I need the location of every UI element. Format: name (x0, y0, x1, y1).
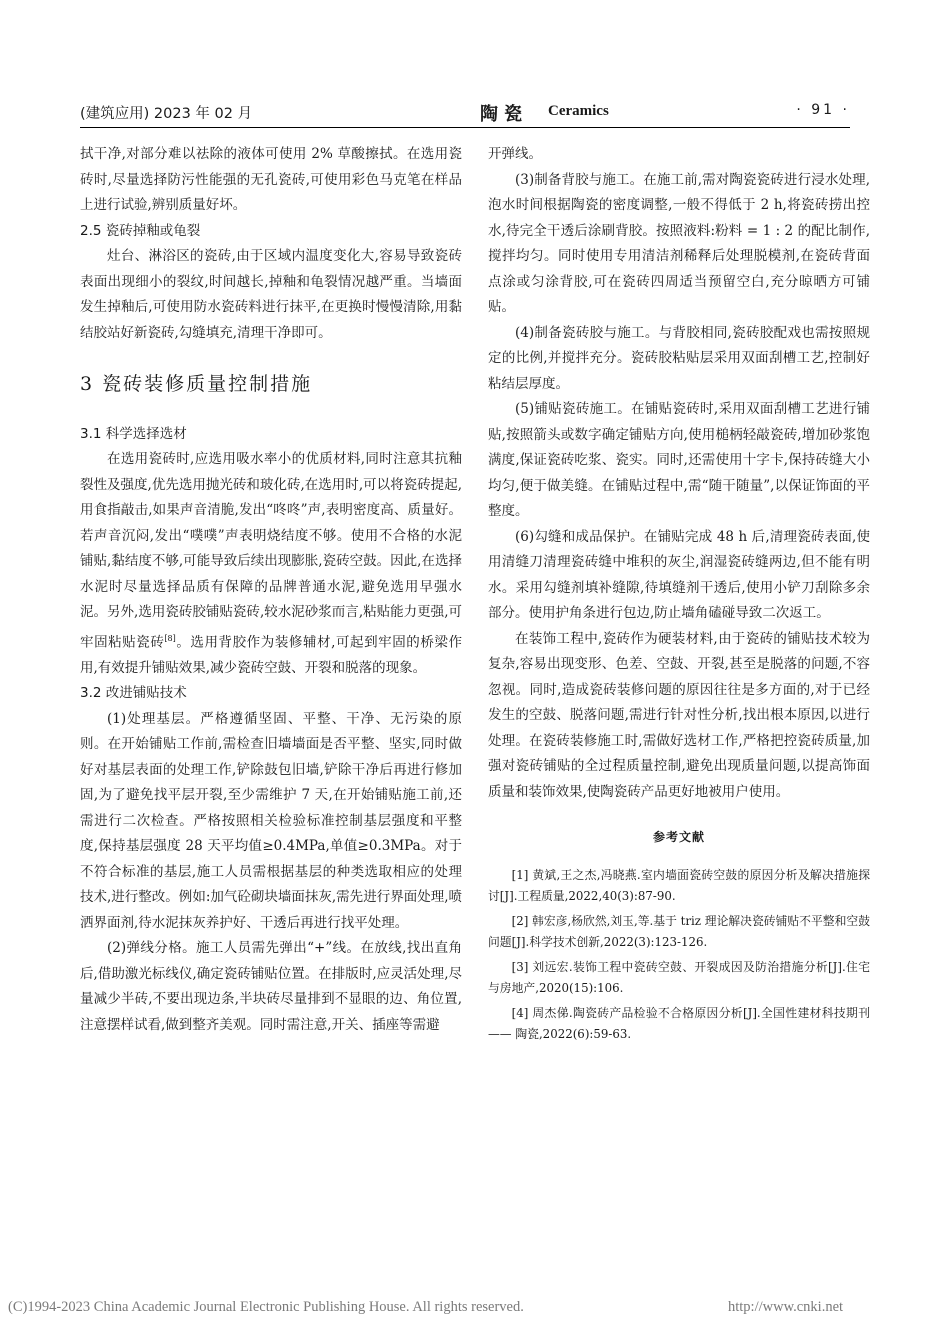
left-column (80, 142, 462, 1038)
paragraph: 在装饰工程中,瓷砖作为硬装材料,由于瓷砖的铺贴技术较为复杂,容易出现变形、色差、空鼓、开裂,甚至是脱落的问题,不容忽视。同时,造成瓷砖装修问题的原因往往是多方面的,对于已经发生的空鼓、脱落问题,需进行针对性分析,找出根本原因,以进行处理。在瓷砖装修施工时,需做好选材工作,严格把控瓷砖质量,加强对瓷砖铺贴的全过程质量控制,避免出现质量问题,以提高饰面质量和装饰效果,使陶瓷砖产品更好地被用户使用。 (488, 630, 870, 800)
copyright-footer (8, 1299, 844, 1316)
page-number: · 91 · (796, 102, 850, 118)
running-header (80, 102, 850, 126)
paragraph: 在选用瓷砖时,应选用吸水率小的优质材料,同时注意其抗釉裂性及强度,优先选用抛光砖和玻化砖,在选用时,可以将瓷砖提起,用食指敲击,如果声音清脆,发出“咚咚”声,表明密度高、质量好。若声音沉闷,发出“噗噗”声表明烧结度不够。使用不合格的水泥铺贴,黏结度不够,可能导致后续出现膨胀,瓷砖空鼓。因此,在选择水泥时尽量选择品质有保障的品牌普通水泥,避免选用早强水泥。另外,选用瓷砖胶铺贴瓷砖,较水泥砂浆而言,粘贴能力更强,可牢固粘贴瓷砖[8]。选用背胶作为装修辅材,可起到牢固的桥梁作用,有效提升铺贴效果,减少瓷砖空鼓、开裂和脱落的现象。 (80, 451, 463, 676)
section-heading-3-2: 3.2 改进铺贴技术 (80, 685, 187, 701)
paragraph: (3)制备背胶与施工。在施工前,需对陶瓷瓷砖进行浸水处理,泡水时间根据陶瓷的密度调整,一般不得低于 2 h,将瓷砖捞出控水,待完全干透后涂刷背胶。按照液料:粉料 = 1 : 2 的配比制作,搅拌均匀。同时使用专用清洁剂稀释后处理脱模剂,在瓷砖背面点涂或匀涂背胶,可在瓷砖四周适当预留空白,充分晾晒方可铺贴。 (488, 171, 870, 315)
footer-url[interactable]: http://www.cnki.net (728, 1299, 844, 1315)
copyright-text: (C)1994-2023 China Academic Journal Electronic Publishing House. All rights reserved. (8, 1299, 524, 1315)
paragraph: (2)弹线分格。施工人员需先弹出“+”线。在放线,找出直角后,借助激光标线仪,确定瓷砖铺贴位置。在排版时,应灵活处理,尽量减少半砖,不要出现边条,半块砖尽量排到不显眼的边、角位置,注意摆样试看,做到整齐美观。同时需注意,开关、插座等需避 (80, 940, 462, 1033)
header-rule (80, 127, 850, 128)
section-heading-2-5: 2.5 瓷砖掉釉或龟裂 (80, 222, 201, 239)
reference-item: [1] 黄斌,王之杰,冯晓燕.室内墙面瓷砖空鼓的原因分析及解决措施探讨[J].工程质量,2022,40(3):87-90. (488, 867, 870, 903)
paragraph: (6)勾缝和成品保护。在铺贴完成 48 h 后,清理瓷砖表面,使用清缝刀清理瓷砖缝中堆积的灰尘,润湿瓷砖缝两边,但不能有明水。采用勾缝剂填补缝隙,待填缝剂干透后,使用小铲刀刮除多余部分。使用护角条进行包边,防止墙角磕碰导致二次返工。 (488, 528, 870, 621)
section-heading-3-1: 3.1 科学选择选材 (80, 425, 187, 442)
right-column (488, 142, 870, 1049)
reference-item: [3] 刘远宏.装饰工程中瓷砖空鼓、开裂成因及防治措施分析[J].住宅与房地产,2020(15):106. (488, 959, 870, 995)
paragraph: (1)处理基层。严格遵循坚固、平整、干净、无污染的原则。在开始铺贴工作前,需检查旧墙墙面是否平整、坚实,同时做好对基层表面的处理工作,铲除鼓包旧墙,铲除干净后再进行修加固,为了避免找平层开裂,至少需维护 7 天,在开始铺贴施工前,还需进行二次检查。严格按照相关检验标准控制基层强度和平整度,保持基层强度 28 天平均值≥0.4MPa,单值≥0.3MPa。对于不符合标准的基层,施工人员需根据基层的种类选取相应的处理技术,进行整改。例如:加气砼砌块墙面抹灰,需先进行界面处理,喷洒界面剂,待水泥抹灰养护好、干透后再进行找平处理。 (80, 710, 462, 931)
section-heading-3: 3 瓷砖装修质量控制措施 (80, 373, 313, 395)
paragraph: (4)制备瓷砖胶与施工。与背胶相同,瓷砖胶配戏也需按照规定的比例,并搅拌充分。瓷砖胶粘贴层采用双面刮槽工艺,控制好粘结层厚度。 (488, 324, 870, 392)
references-title: 参考文献 (652, 830, 705, 844)
citation[interactable]: [8] (164, 633, 176, 643)
reference-item: [2] 韩宏彦,杨欣然,刘玉,等.基于 triz 理论解决瓷砖铺贴不平整和空鼓问题[J].科学技术创新,2022(3):123-126. (488, 913, 870, 949)
journal-issue: (建筑应用) 2023 年 02 月 (80, 106, 253, 122)
paragraph: (5)铺贴瓷砖施工。在铺贴瓷砖时,采用双面刮槽工艺进行铺贴,按照箭头或数字确定铺贴方向,使用槌柄轻敲瓷砖,增加砂浆饱满度,保证瓷砖吃浆、瓷实。同时,还需使用十字卡,保持砖缝大小均匀,便于做美缝。在铺贴过程中,需“随干随量”,以保证饰面的平整度。 (488, 401, 870, 519)
paragraph: 灶台、淋浴区的瓷砖,由于区域内温度变化大,容易导致瓷砖表面出现细小的裂纹,时间越长,掉釉和龟裂情况越严重。当墙面发生掉釉后,可使用防水瓷砖料进行抹平,在更换时慢慢清除,用黏结胶站好新瓷砖,勾缝填充,清理干净即可。 (80, 248, 462, 341)
paragraph: 拭干净,对部分难以祛除的液体可使用 2% 草酸擦拭。在选用瓷砖时,尽量选择防污性能强的无孔瓷砖,可使用彩色马克笔在样品上进行试验,辨别质量好坏。 (80, 146, 462, 213)
journal-title-en: Ceramics (548, 103, 609, 119)
paragraph: 开弹线。 (488, 146, 542, 162)
reference-item: [4] 周杰俤.陶瓷砖产品检验不合格原因分析[J].全国性建材科技期刊—— 陶瓷,2022(6):59-63. (488, 1005, 870, 1041)
journal-title: 陶瓷 (480, 104, 528, 125)
